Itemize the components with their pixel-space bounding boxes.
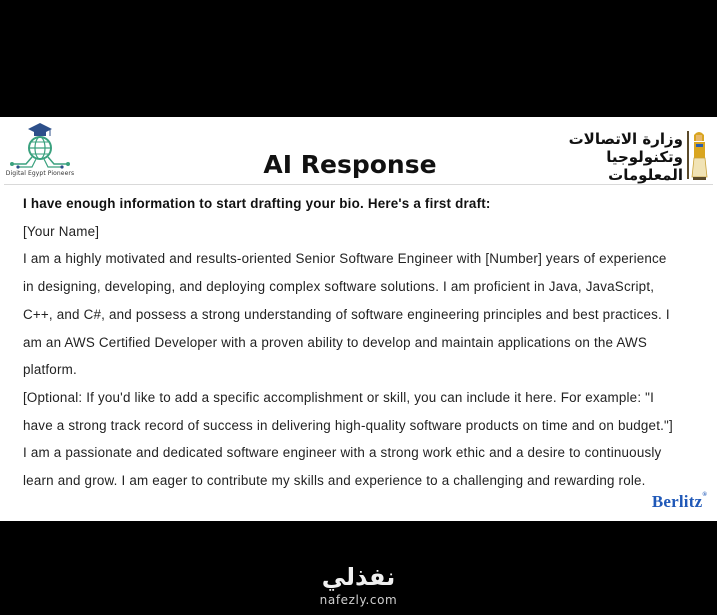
watermark-arabic: نفذلي xyxy=(321,563,396,591)
closing-paragraph xyxy=(23,439,698,494)
brand-mark: ® xyxy=(702,492,707,498)
slide xyxy=(0,117,717,521)
text-line: learn and grow. I am eager to contribute my skills and experience to a challenging and rewarding role. xyxy=(23,473,646,489)
ai-response-text xyxy=(23,190,698,495)
brand-name: Berlitz xyxy=(651,492,703,511)
watermark-url: nafezly.com xyxy=(319,593,398,607)
text-line: I am a highly motivated and results-oriented Senior Software Engineer with [Number] years of experience xyxy=(23,251,667,267)
nafezly-watermark xyxy=(0,563,717,607)
ministry-name-line: وزارة الاتصالات xyxy=(568,130,683,148)
pharaoh-emblem-icon xyxy=(685,127,711,182)
ministry-name xyxy=(553,130,683,184)
ministry-name-line: وتكنولوجيا المعلومات xyxy=(606,148,683,184)
text-line: [Optional: If you'd like to add a specific accomplishment or skill, you can include it here. For example: "I xyxy=(23,389,655,405)
berlitz-logo xyxy=(652,492,707,512)
text-line: I am a passionate and dedicated software engineer with a strong work ethic and a desire to continuously xyxy=(23,445,662,461)
page-title: AI Response xyxy=(263,150,437,179)
text-line: platform. xyxy=(23,362,77,378)
text-line: C++, and C#, and possess a strong understanding of software engineering principles and best practices. I xyxy=(23,306,670,322)
text-line: have a strong track record of success in delivering high-quality software products on time and on budget."] xyxy=(23,417,673,433)
name-placeholder: [Your Name] xyxy=(23,223,100,239)
intro-line: I have enough information to start drafting your bio. Here's a first draft: xyxy=(23,196,491,211)
text-line: am an AWS Certified Developer with a proven ability to develop and maintain applications on the AWS xyxy=(23,334,647,350)
optional-paragraph xyxy=(23,384,698,439)
header-divider xyxy=(4,184,713,185)
logo-caption: Digital Egypt Pioneers xyxy=(5,170,75,177)
text-line: in designing, developing, and deploying complex software solutions. I am proficient in Java, JavaScript, xyxy=(23,279,655,295)
bio-paragraph xyxy=(23,245,698,384)
